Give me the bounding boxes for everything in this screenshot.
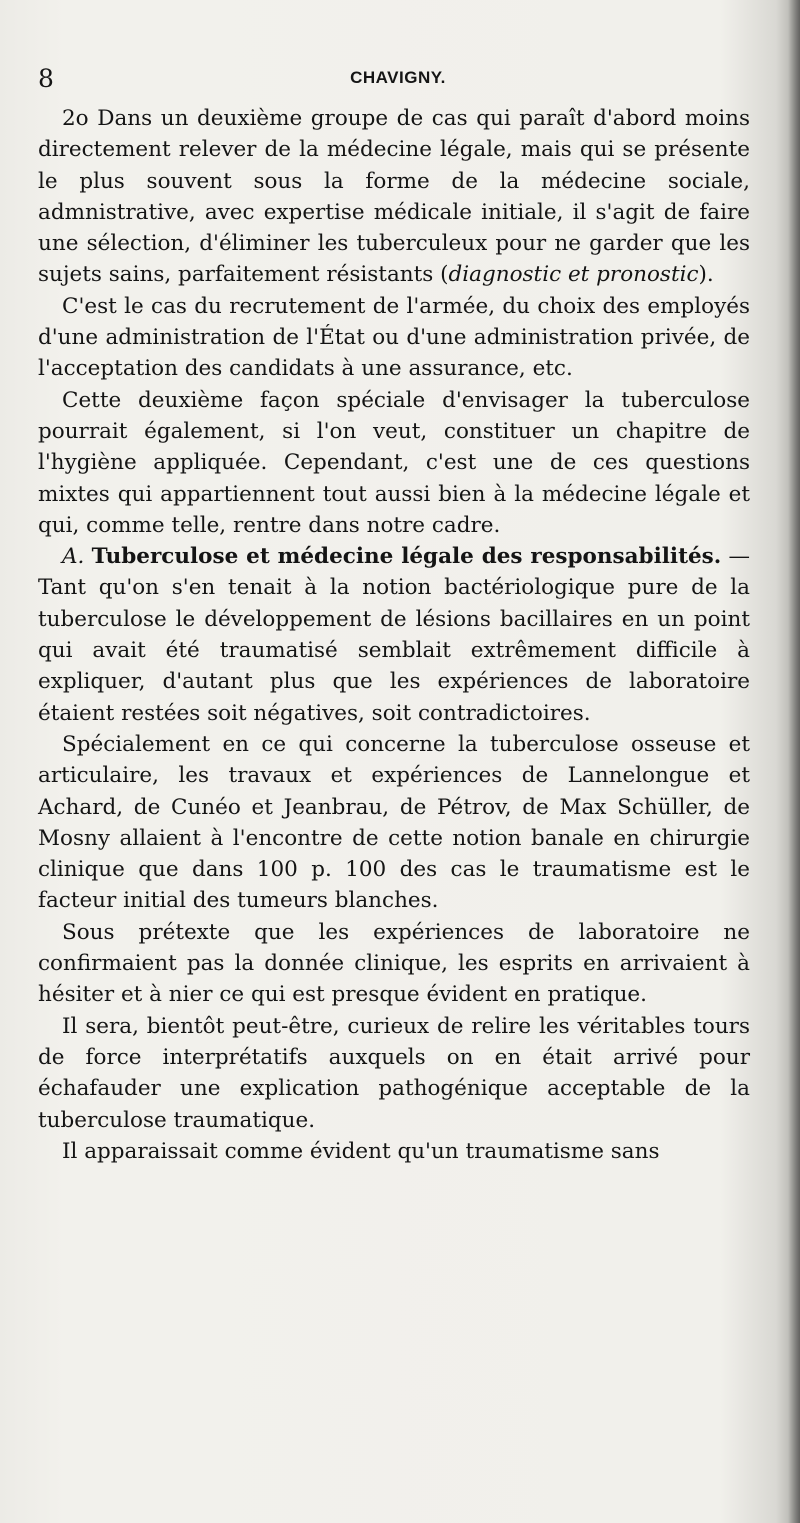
paragraph-1-text: 2o Dans un deuxième groupe de cas qui paraît d'abord moins directement relever de la médecine légale, mais qui se présente le plus souvent sous la forme de la médecine sociale, admnistrative, avec expertise médicale initiale, il s'agit de faire une sélection, d'éliminer les tuberculeux pour ne garder que les sujets sains, parfaitement résistants ( xyxy=(38,106,750,288)
paragraph-6: Sous prétexte que les expériences de laboratoire ne confirmaient pas la donnée clinique, les esprits en arrivaient à hésiter et à nier ce qui est presque évident en pratique. xyxy=(38,919,750,1008)
paragraph-1 xyxy=(38,103,750,291)
paragraph-1-end: ). xyxy=(698,262,714,288)
running-title: CHAVIGNY. xyxy=(350,68,446,87)
paragraph-7: Il sera, bientôt peut-être, curieux de relire les véritables tours de force interprétatifs auxquels on en était arrivé pour échafauder une explication pathogénique acceptable de la tuberculose traumatique. xyxy=(38,1013,750,1133)
body-text xyxy=(38,103,750,1167)
section-label: A. xyxy=(62,544,85,570)
section-heading: Tuberculose et médecine légale des responsabilités. xyxy=(91,544,722,570)
paragraph-5: Spécialement en ce qui concerne la tuberculose osseuse et articulaire, les travaux et expériences de Lannelongue et Achard, de Cunéo et Jeanbrau, de Pétrov, de Max Schüller, de Mosny allaient à l'encontre de cette notion banale en chirurgie clinique que dans 100 p. 100 des cas le traumatisme est le facteur initial des tumeurs blanches. xyxy=(38,731,750,914)
paragraph-2: C'est le cas du recrutement de l'armée, du choix des employés d'une administration de l'État ou d'une administration privée, de l'acceptation des candidats à une assurance, etc. xyxy=(38,293,750,382)
paragraph-4-text: —Tant qu'on s'en tenait à la notion bactériologique pure de la tuberculose le développement de lésions bacillaires en un point qui avait été traumatisé semblait extrêmement difficile à expliquer, d'autant plus que les expériences de laboratoire étaient restées soit négatives, soit contradictoires. xyxy=(38,544,750,726)
paragraph-3: Cette deuxième façon spéciale d'envisager la tuberculose pourrait également, si l'on veut, constituer un chapitre de l'hygiène appliquée. Cependant, c'est une de ces questions mixtes qui appartiennent tout aussi bien à la médecine légale et qui, comme telle, rentre dans notre cadre. xyxy=(38,387,750,538)
paragraph-8: Il apparaissait comme évident qu'un traumatisme sans xyxy=(62,1138,660,1164)
paragraph-4 xyxy=(38,541,750,729)
page-number: 8 xyxy=(38,64,54,93)
page-header xyxy=(38,64,738,94)
paragraph-1-italic: diagnostic et pronostic xyxy=(448,262,699,288)
